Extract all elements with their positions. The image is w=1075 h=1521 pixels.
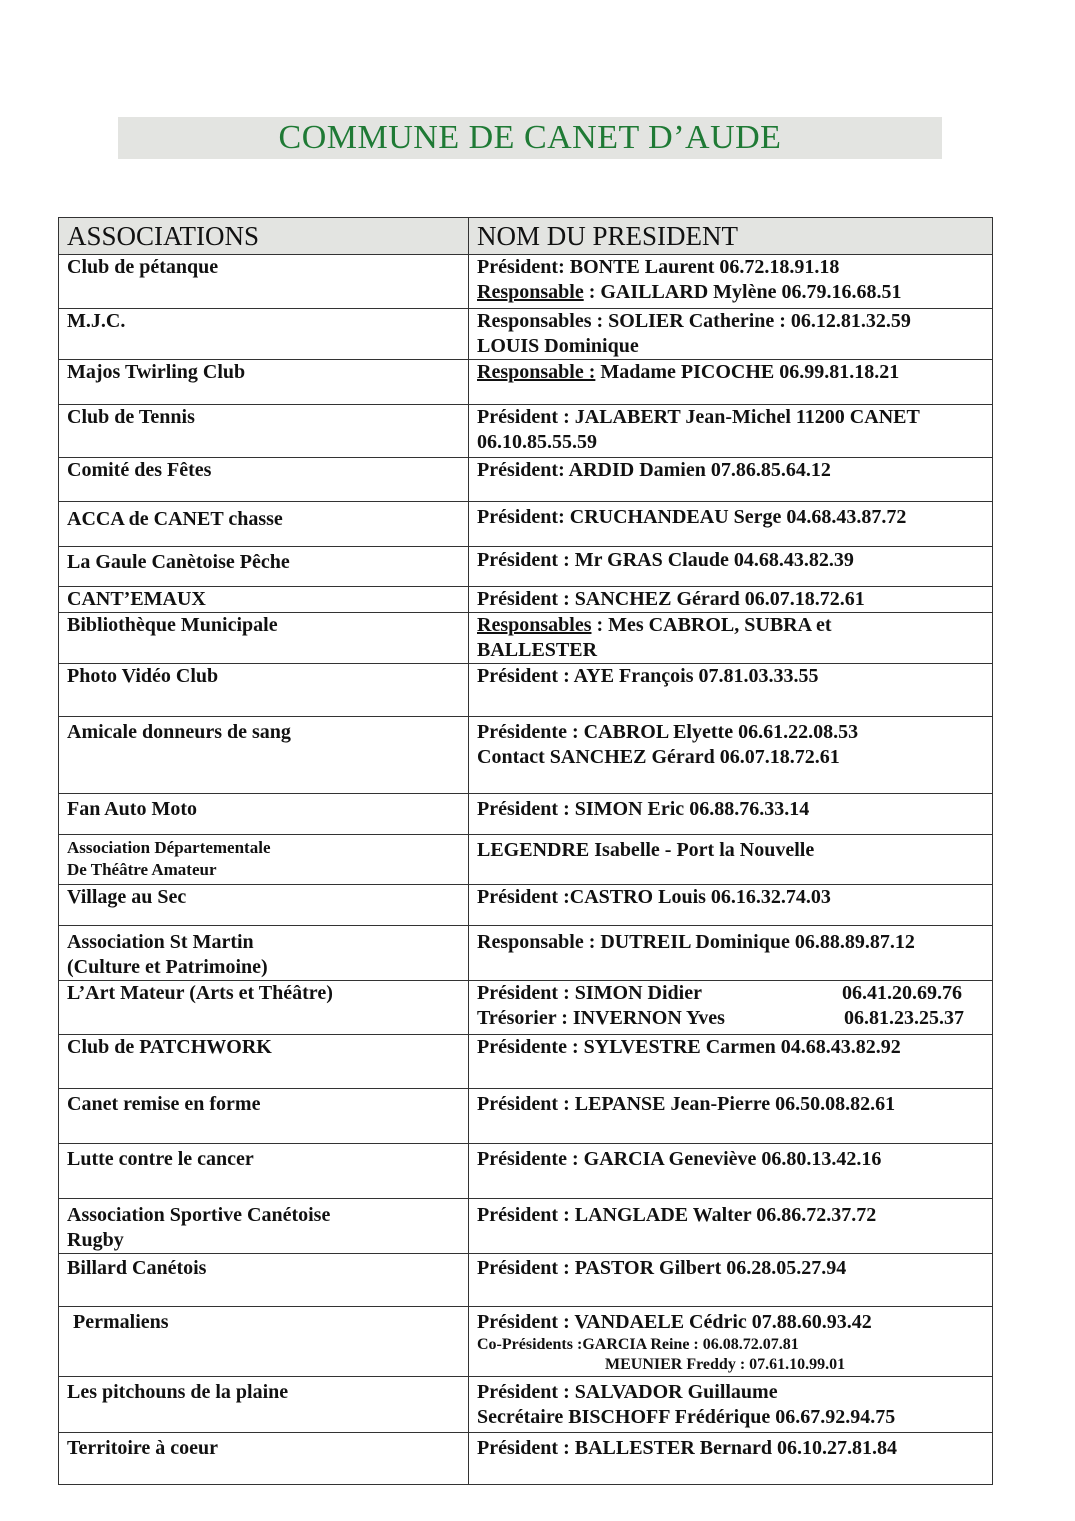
president-info: Président : SIMON Didier 06.41.20.69.76 Trésorier : INVERNON Yves 06.81.23.25.37 (469, 981, 993, 1035)
association-name: M.J.C. (59, 309, 469, 360)
association-name: Association Départementale De Théâtre Amateur (59, 835, 469, 885)
association-name: Les pitchouns de la plaine (59, 1377, 469, 1433)
president-info: Président: ARDID Damien 07.86.85.64.12 (469, 458, 993, 502)
association-name: L’Art Mateur (Arts et Théâtre) (59, 981, 469, 1035)
president-info: Président : SIMON Eric 06.88.76.33.14 (469, 794, 993, 835)
association-name: Association St Martin (Culture et Patrimoine) (59, 926, 469, 981)
table-row (59, 405, 993, 458)
association-name: Billard Canétois (59, 1254, 469, 1307)
association-name: Lutte contre le cancer (59, 1144, 469, 1199)
table-row (59, 1089, 993, 1144)
table-row (59, 1307, 993, 1377)
association-name: Club de PATCHWORK (59, 1035, 469, 1089)
president-info: Président :CASTRO Louis 06.16.32.74.03 (469, 885, 993, 926)
president-info: Président : SALVADOR Guillaume Secrétaire BISCHOFF Frédérique 06.67.92.94.75 (469, 1377, 993, 1433)
table-row (59, 1144, 993, 1199)
association-name: Club de Tennis (59, 405, 469, 458)
table-row (59, 1433, 993, 1485)
table-row (59, 587, 993, 613)
title-band (118, 117, 942, 159)
header-associations: ASSOCIATIONS (59, 218, 469, 255)
table-row (59, 1254, 993, 1307)
president-info: Responsables : SOLIER Catherine : 06.12.81.32.59 LOUIS Dominique (469, 309, 993, 360)
table-row (59, 794, 993, 835)
table-row (59, 1199, 993, 1254)
association-name: Association Sportive Canétoise Rugby (59, 1199, 469, 1254)
associations-table (58, 217, 993, 1485)
association-name: Fan Auto Moto (59, 794, 469, 835)
president-info: Présidente : SYLVESTRE Carmen 04.68.43.82.92 (469, 1035, 993, 1089)
president-info: LEGENDRE Isabelle - Port la Nouvelle (469, 835, 993, 885)
president-info: Président : VANDAELE Cédric 07.88.60.93.42 Co-Présidents :GARCIA Reine : 06.08.72.07.81 MEUNIER Freddy : 07.61.10.99.01 (469, 1307, 993, 1377)
president-info: Responsables : Mes CABROL, SUBRA et BALLESTER (469, 613, 993, 664)
table-row (59, 664, 993, 717)
table-row (59, 1035, 993, 1089)
president-info: Président: CRUCHANDEAU Serge 04.68.43.87.72 (469, 502, 993, 547)
association-name: ACCA de CANET chasse (59, 502, 469, 547)
association-name: Canet remise en forme (59, 1089, 469, 1144)
header-president: NOM DU PRESIDENT (469, 218, 993, 255)
president-info: Président : JALABERT Jean-Michel 11200 CANET 06.10.85.55.59 (469, 405, 993, 458)
president-info: Président : Mr GRAS Claude 04.68.43.82.39 (469, 547, 993, 587)
president-info: Président : LANGLADE Walter 06.86.72.37.72 (469, 1199, 993, 1254)
president-info: Président : AYE François 07.81.03.33.55 (469, 664, 993, 717)
association-name: Bibliothèque Municipale (59, 613, 469, 664)
president-info: Président : SANCHEZ Gérard 06.07.18.72.61 (469, 587, 993, 613)
table-row (59, 502, 993, 547)
table-row (59, 547, 993, 587)
association-name: Club de pétanque (59, 255, 469, 309)
table-row (59, 613, 993, 664)
table-row (59, 360, 993, 405)
table-row (59, 255, 993, 309)
president-info: Président : BALLESTER Bernard 06.10.27.81.84 (469, 1433, 993, 1485)
table-row (59, 458, 993, 502)
association-name: Majos Twirling Club (59, 360, 469, 405)
president-info: Responsable : DUTREIL Dominique 06.88.89.87.12 (469, 926, 993, 981)
association-name: La Gaule Canètoise Pêche (59, 547, 469, 587)
association-name: CANT’EMAUX (59, 587, 469, 613)
table-row (59, 835, 993, 885)
association-name: Territoire à coeur (59, 1433, 469, 1485)
association-name: Comité des Fêtes (59, 458, 469, 502)
president-info: Président : LEPANSE Jean-Pierre 06.50.08.82.61 (469, 1089, 993, 1144)
table-row (59, 885, 993, 926)
president-info: Président : PASTOR Gilbert 06.28.05.27.94 (469, 1254, 993, 1307)
table-row (59, 309, 993, 360)
president-info: Président: BONTE Laurent 06.72.18.91.18 Responsable : GAILLARD Mylène 06.79.16.68.51 (469, 255, 993, 309)
association-name: Village au Sec (59, 885, 469, 926)
association-name: Amicale donneurs de sang (59, 717, 469, 794)
president-info: Présidente : CABROL Elyette 06.61.22.08.53 Contact SANCHEZ Gérard 06.07.18.72.61 (469, 717, 993, 794)
table-row (59, 1377, 993, 1433)
table-header-row (59, 218, 993, 255)
president-info: Présidente : GARCIA Geneviève 06.80.13.42.16 (469, 1144, 993, 1199)
president-info: Responsable : Madame PICOCHE 06.99.81.18.21 (469, 360, 993, 405)
table-row (59, 717, 993, 794)
page-title: COMMUNE DE CANET D’AUDE (278, 119, 782, 156)
table-row (59, 981, 993, 1035)
table-row (59, 926, 993, 981)
association-name: Permaliens (59, 1307, 469, 1377)
association-name: Photo Vidéo Club (59, 664, 469, 717)
